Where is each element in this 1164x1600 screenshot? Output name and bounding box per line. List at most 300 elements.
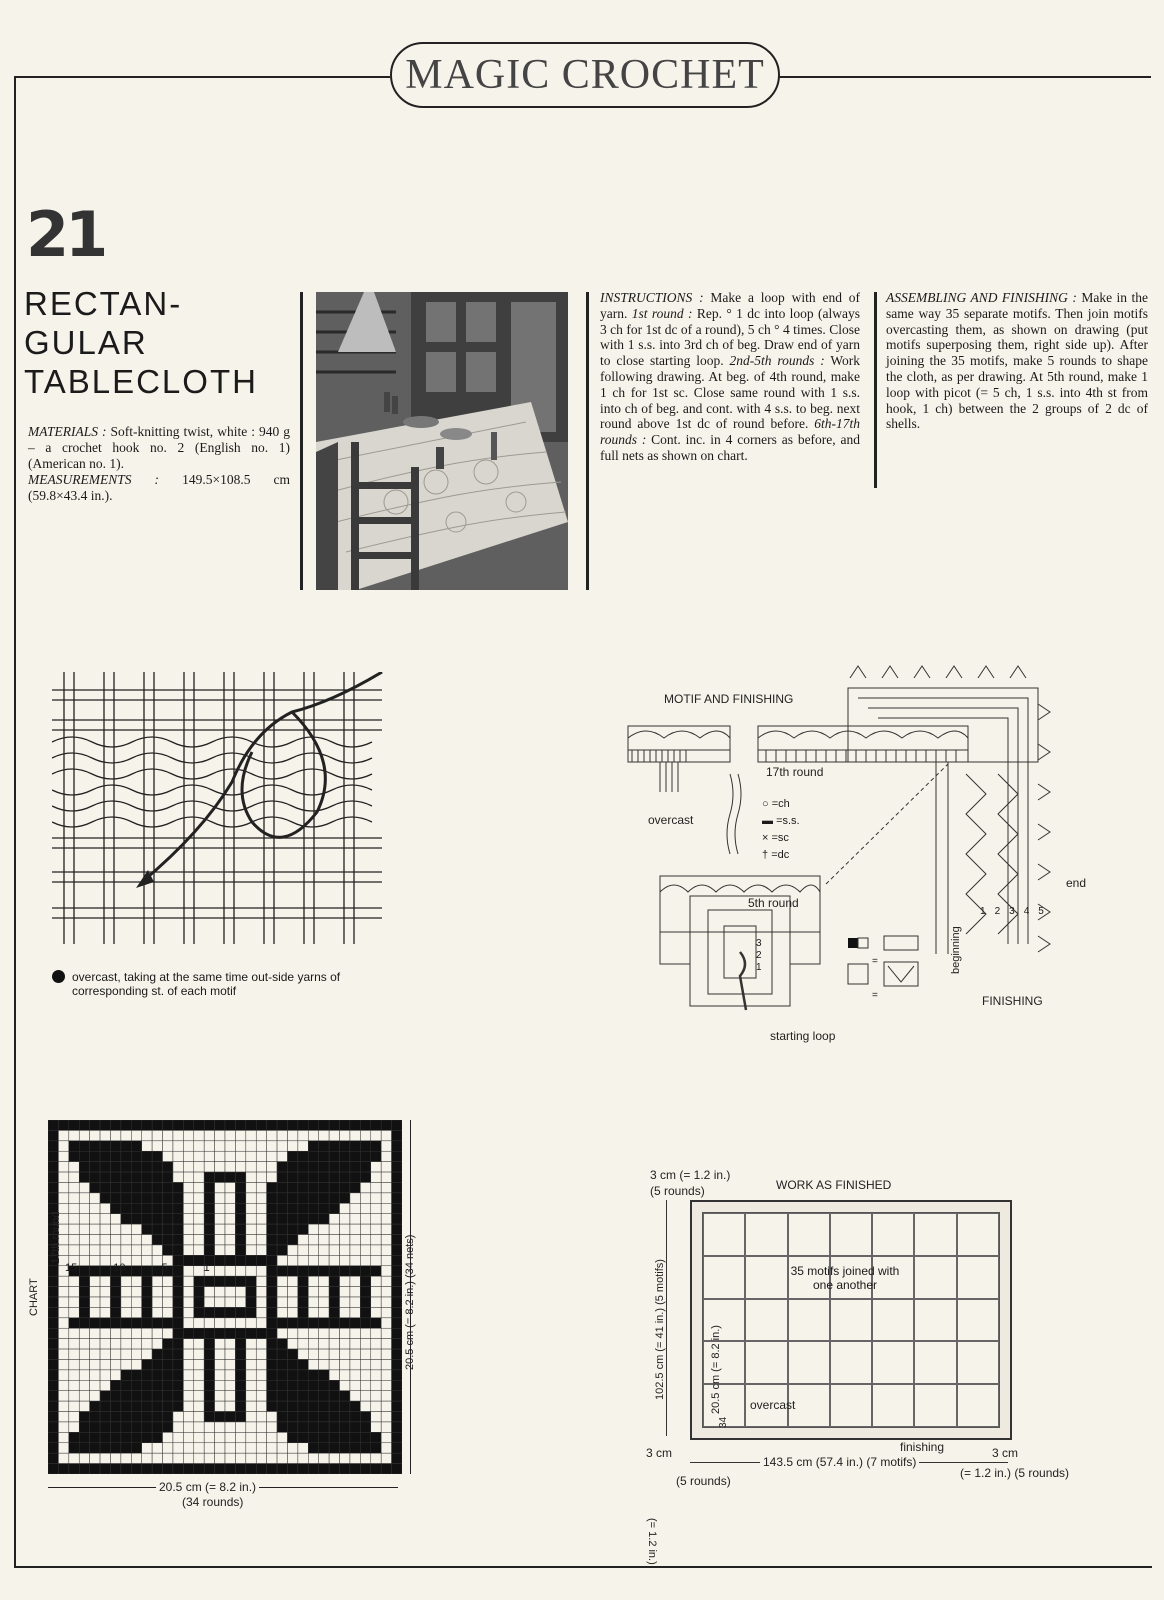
chart-cell-filled xyxy=(131,1380,141,1390)
chart-cell-open xyxy=(58,1453,68,1463)
chart-cell-filled xyxy=(110,1120,120,1130)
chart-cell-filled xyxy=(308,1141,318,1151)
chart-cell-open xyxy=(340,1214,350,1224)
chart-cell-open xyxy=(371,1224,381,1234)
chart-cell-filled xyxy=(110,1412,120,1422)
chart-cell-filled xyxy=(392,1307,402,1317)
chart-cell-open xyxy=(183,1422,193,1432)
chart-cell-filled xyxy=(215,1307,225,1317)
chart-cell-open xyxy=(90,1224,100,1234)
chart-cell-filled xyxy=(267,1276,277,1286)
chart-cell-open xyxy=(225,1432,235,1442)
chart-cell-open xyxy=(215,1245,225,1255)
chart-cell-filled xyxy=(110,1318,120,1328)
chart-cell-filled xyxy=(308,1380,318,1390)
chart-cell-open xyxy=(152,1130,162,1140)
chart-cell-filled xyxy=(100,1401,110,1411)
chart-cell-filled xyxy=(277,1339,287,1349)
chart-cell-filled xyxy=(48,1182,58,1192)
chart-cell-filled xyxy=(267,1193,277,1203)
chart-cell-open xyxy=(215,1297,225,1307)
chart-cell-filled xyxy=(152,1162,162,1172)
chart-cell-filled xyxy=(319,1172,329,1182)
chart-cell-open xyxy=(100,1359,110,1369)
chart-cell-open xyxy=(100,1453,110,1463)
chart-cell-filled xyxy=(319,1193,329,1203)
chart-cell-filled xyxy=(298,1359,308,1369)
chart-cell-filled xyxy=(215,1120,225,1130)
chart-cell-open xyxy=(225,1297,235,1307)
chart-cell-filled xyxy=(371,1432,381,1442)
chart-cell-open xyxy=(58,1276,68,1286)
chart-cell-open xyxy=(277,1130,287,1140)
chart-cell-filled xyxy=(48,1422,58,1432)
chart-cell-open xyxy=(298,1245,308,1255)
chart-cell-filled xyxy=(194,1276,204,1286)
chart-cell-open xyxy=(79,1182,89,1192)
chart-cell-open xyxy=(90,1453,100,1463)
chart-cell-filled xyxy=(392,1464,402,1474)
chart-cell-open xyxy=(319,1245,329,1255)
chart-cell-open xyxy=(371,1276,381,1286)
chart-cell-open xyxy=(163,1287,173,1297)
chart-cell-open xyxy=(371,1349,381,1359)
chart-cell-filled xyxy=(194,1120,204,1130)
chart-cell-open xyxy=(246,1412,256,1422)
chart-cell-filled xyxy=(194,1328,204,1338)
chart-cell-filled xyxy=(329,1193,339,1203)
chart-cell-open xyxy=(215,1235,225,1245)
chart-cell-open xyxy=(110,1359,120,1369)
legend-item xyxy=(762,796,800,813)
chart-cell-filled xyxy=(392,1370,402,1380)
chart-number: 5 xyxy=(161,1262,168,1274)
chart-cell-open xyxy=(204,1443,214,1453)
chart-cell-open xyxy=(340,1245,350,1255)
chart-cell-filled xyxy=(308,1318,318,1328)
chart-cell-filled xyxy=(90,1141,100,1151)
chart-cell-filled xyxy=(173,1401,183,1411)
chart-cell-open xyxy=(100,1307,110,1317)
chart-cell-open xyxy=(308,1255,318,1265)
chart-cell-filled xyxy=(287,1214,297,1224)
chart-cell-open xyxy=(58,1130,68,1140)
legend-symbol: ○ xyxy=(762,798,769,810)
chart-cell-open xyxy=(58,1432,68,1442)
motif-cell xyxy=(957,1299,999,1342)
chart-cell-open xyxy=(79,1401,89,1411)
chart-cell-filled xyxy=(173,1464,183,1474)
motif-cell xyxy=(957,1384,999,1427)
layout-bottom-left-rounds: (5 rounds) xyxy=(676,1474,731,1488)
layout-top-left: 3 cm (= 1.2 in.) xyxy=(650,1168,731,1182)
chart-cell-open xyxy=(319,1297,329,1307)
chart-cell-open xyxy=(246,1422,256,1432)
chart-cell-filled xyxy=(340,1412,350,1422)
chart-cell-open xyxy=(183,1193,193,1203)
chart-cell-filled xyxy=(360,1151,370,1161)
chart-cell-open xyxy=(319,1349,329,1359)
chart-cell-filled xyxy=(163,1318,173,1328)
chart-cell-open xyxy=(79,1203,89,1213)
chart-cell-filled xyxy=(235,1172,245,1182)
chart-cell-filled xyxy=(152,1182,162,1192)
chart-cell-open xyxy=(225,1359,235,1369)
chart-cell-filled xyxy=(340,1401,350,1411)
chart-cell-open xyxy=(90,1297,100,1307)
chart-cell-filled xyxy=(194,1307,204,1317)
frame-line xyxy=(14,76,390,78)
chart-cell-open xyxy=(371,1130,381,1140)
chart-cell-filled xyxy=(277,1235,287,1245)
round-label: 6th-17th rounds : xyxy=(600,416,860,448)
chart-cell-filled xyxy=(277,1182,287,1192)
motif-cell xyxy=(745,1299,787,1342)
chart-cell-open xyxy=(194,1443,204,1453)
motif-cell xyxy=(830,1341,872,1384)
chart-cell-open xyxy=(204,1297,214,1307)
chart-cell-open xyxy=(121,1359,131,1369)
chart-cell-filled xyxy=(298,1318,308,1328)
chart-cell-open xyxy=(371,1297,381,1307)
chart-cell-filled xyxy=(392,1453,402,1463)
chart-cell-filled xyxy=(110,1182,120,1192)
chart-cell-open xyxy=(173,1172,183,1182)
chart-cell-filled xyxy=(100,1422,110,1432)
chart-cell-filled xyxy=(100,1141,110,1151)
chart-cell-filled xyxy=(287,1224,297,1234)
column-rule xyxy=(300,292,303,590)
motif-cell xyxy=(745,1213,787,1256)
chart-cell-filled xyxy=(163,1412,173,1422)
chart-cell-open xyxy=(142,1235,152,1245)
chart-cell-open xyxy=(225,1214,235,1224)
chart-cell-open xyxy=(152,1276,162,1286)
chart-cell-open xyxy=(131,1224,141,1234)
chart-cell-open xyxy=(58,1443,68,1453)
chart-cell-open xyxy=(308,1349,318,1359)
chart-cell-filled xyxy=(204,1464,214,1474)
chart-cell-open xyxy=(183,1297,193,1307)
chart-cell-open xyxy=(142,1245,152,1255)
chart-cell-filled xyxy=(319,1120,329,1130)
chart-cell-open xyxy=(100,1245,110,1255)
chart-cell-filled xyxy=(173,1182,183,1192)
chart-cell-open xyxy=(183,1235,193,1245)
chart-cell-filled xyxy=(121,1422,131,1432)
chart-cell-filled xyxy=(110,1443,120,1453)
chart-cell-open xyxy=(225,1380,235,1390)
chart-cell-open xyxy=(183,1370,193,1380)
chart-cell-filled xyxy=(173,1307,183,1317)
chart-cell-open xyxy=(183,1339,193,1349)
chart-cell-filled xyxy=(308,1443,318,1453)
chart-cell-open xyxy=(69,1214,79,1224)
chart-cell-filled xyxy=(350,1422,360,1432)
instructions-part: Cont. inc. in 4 corners as before, and full nets as shown on chart. xyxy=(600,432,860,463)
chart-cell-open xyxy=(183,1245,193,1255)
chart-cell-filled xyxy=(173,1328,183,1338)
key-equals: = xyxy=(872,956,878,967)
chart-cell-filled xyxy=(298,1287,308,1297)
chart-cell-filled xyxy=(235,1276,245,1286)
chart-cell-open xyxy=(350,1245,360,1255)
chart-cell-open xyxy=(121,1235,131,1245)
chart-cell-filled xyxy=(121,1318,131,1328)
chart-cell-open xyxy=(340,1130,350,1140)
magazine-title-text: MAGIC CROCHET xyxy=(405,52,765,98)
chart-cell-filled xyxy=(79,1120,89,1130)
chart-cell-open xyxy=(183,1276,193,1286)
chart-cell-filled xyxy=(246,1255,256,1265)
chart-cell-open xyxy=(69,1328,79,1338)
chart-cell-open xyxy=(319,1130,329,1140)
chart-cell-filled xyxy=(287,1422,297,1432)
chart-cell-filled xyxy=(277,1359,287,1369)
chart-cell-filled xyxy=(100,1391,110,1401)
chart-cell-open xyxy=(79,1339,89,1349)
chart-cell-open xyxy=(267,1412,277,1422)
chart-cell-open xyxy=(131,1453,141,1463)
chart-cell-filled xyxy=(173,1370,183,1380)
chart-cell-filled xyxy=(152,1391,162,1401)
chart-cell-open xyxy=(319,1307,329,1317)
chart-cell-filled xyxy=(360,1162,370,1172)
chart-cell-filled xyxy=(163,1339,173,1349)
chart-cell-filled xyxy=(142,1422,152,1432)
chart-cell-open xyxy=(110,1224,120,1234)
chart-cell-open xyxy=(360,1235,370,1245)
motif-title: MOTIF AND FINISHING xyxy=(664,692,794,706)
chart-cell-filled xyxy=(90,1422,100,1432)
chart-cell-filled xyxy=(246,1276,256,1286)
chart-cell-open xyxy=(381,1432,391,1442)
chart-cell-filled xyxy=(308,1162,318,1172)
chart-cell-open xyxy=(256,1401,266,1411)
dimension-line xyxy=(666,1200,667,1436)
chart-cell-open xyxy=(360,1359,370,1369)
chart-cell-filled xyxy=(287,1432,297,1442)
layout-bottom-left-in: (= 1.2 in.) xyxy=(646,1518,658,1565)
chart-cell-open xyxy=(308,1276,318,1286)
chart-cell-open xyxy=(225,1339,235,1349)
round-label: 2nd-5th rounds : xyxy=(729,353,825,369)
round-number: 3 xyxy=(756,938,762,949)
chart-cell-open xyxy=(194,1412,204,1422)
chart-cell-filled xyxy=(329,1318,339,1328)
chart-cell-open xyxy=(256,1339,266,1349)
column-rule xyxy=(586,292,589,590)
chart-cell-open xyxy=(246,1318,256,1328)
chart-cell-filled xyxy=(340,1443,350,1453)
chart-cell-open xyxy=(350,1339,360,1349)
chart-cell-filled xyxy=(235,1255,245,1265)
chart-cell-filled xyxy=(173,1276,183,1286)
chart-cell-filled xyxy=(392,1412,402,1422)
chart-cell-filled xyxy=(392,1141,402,1151)
chart-cell-open xyxy=(69,1401,79,1411)
chart-cell-filled xyxy=(121,1193,131,1203)
chart-cell-open xyxy=(287,1328,297,1338)
chart-cell-filled xyxy=(90,1432,100,1442)
chart-cell-filled xyxy=(392,1172,402,1182)
chart-cell-open xyxy=(225,1162,235,1172)
chart-cell-filled xyxy=(100,1412,110,1422)
chart-cell-open xyxy=(350,1276,360,1286)
chart-cell-filled xyxy=(121,1443,131,1453)
chart-cell-open xyxy=(381,1193,391,1203)
chart-cell-open xyxy=(163,1297,173,1307)
chart-cell-open xyxy=(225,1193,235,1203)
chart-cell-open xyxy=(350,1224,360,1234)
chart-cell-filled xyxy=(340,1193,350,1203)
chart-cell-filled xyxy=(131,1120,141,1130)
chart-cell-open xyxy=(100,1203,110,1213)
chart-cell-filled xyxy=(319,1370,329,1380)
chart-cell-open xyxy=(371,1214,381,1224)
chart-cell-filled xyxy=(48,1370,58,1380)
chart-cell-filled xyxy=(287,1391,297,1401)
measurements-label: MEASUREMENTS : xyxy=(28,472,160,487)
chart-cell-filled xyxy=(110,1141,120,1151)
chart-cell-filled xyxy=(121,1141,131,1151)
chart-cell-open xyxy=(256,1443,266,1453)
chart-cell-open xyxy=(256,1359,266,1369)
chart-cell-open xyxy=(100,1235,110,1245)
chart-cell-filled xyxy=(392,1203,402,1213)
chart-cell-open xyxy=(340,1453,350,1463)
chart-cell-filled xyxy=(204,1214,214,1224)
chart-cell-filled xyxy=(392,1432,402,1442)
chart-cell-filled xyxy=(100,1318,110,1328)
chart-cell-filled xyxy=(340,1318,350,1328)
materials-label: MATERIALS : xyxy=(28,424,107,439)
overcast-label: overcast xyxy=(648,813,694,827)
chart-cell-filled xyxy=(48,1193,58,1203)
pattern-title xyxy=(24,284,294,401)
chart-cell-filled xyxy=(298,1266,308,1276)
chart-cell-open xyxy=(340,1255,350,1265)
chart-cell-filled xyxy=(267,1120,277,1130)
motif-cell xyxy=(830,1384,872,1427)
chart-cell-open xyxy=(152,1453,162,1463)
chart-cell-open xyxy=(225,1349,235,1359)
chart-cell-open xyxy=(350,1380,360,1390)
chart-cell-filled xyxy=(267,1307,277,1317)
chart-cell-filled xyxy=(163,1401,173,1411)
chart-cell-filled xyxy=(163,1422,173,1432)
chart-cell-filled xyxy=(267,1297,277,1307)
instructions-part: Make a loop with end of yarn. xyxy=(600,290,861,321)
chart-cell-open xyxy=(69,1235,79,1245)
chart-cell-open xyxy=(215,1287,225,1297)
chart-cell-filled xyxy=(215,1276,225,1286)
chart-cell-filled xyxy=(79,1141,89,1151)
chart-cell-filled xyxy=(329,1141,339,1151)
chart-cell-filled xyxy=(131,1162,141,1172)
chart-cell-filled xyxy=(235,1370,245,1380)
chart-cell-open xyxy=(360,1224,370,1234)
layout-height-total: 102.5 cm (= 41 in.) (5 motifs) xyxy=(654,1259,666,1400)
chart-cell-open xyxy=(287,1453,297,1463)
chart-cell-open xyxy=(360,1182,370,1192)
chart-cell-filled xyxy=(350,1120,360,1130)
chart-cell-filled xyxy=(204,1224,214,1234)
chart-cell-filled xyxy=(298,1162,308,1172)
chart-cell-filled xyxy=(287,1203,297,1213)
chart-cell-open xyxy=(100,1130,110,1140)
chart-cell-open xyxy=(183,1359,193,1369)
frame-line xyxy=(14,1566,1152,1568)
chart-cell-filled xyxy=(329,1151,339,1161)
chart-cell-filled xyxy=(235,1339,245,1349)
chart-cell-open xyxy=(142,1339,152,1349)
chart-cell-open xyxy=(350,1297,360,1307)
chart-cell-open xyxy=(256,1151,266,1161)
chart-cell-open xyxy=(152,1339,162,1349)
chart-cell-open xyxy=(381,1255,391,1265)
chart-cell-open xyxy=(69,1172,79,1182)
chart-cell-open xyxy=(69,1349,79,1359)
chart-cell-open xyxy=(69,1380,79,1390)
chart-cell-open xyxy=(90,1214,100,1224)
chart-cell-filled xyxy=(392,1214,402,1224)
chart-cell-filled xyxy=(173,1245,183,1255)
chart-cell-filled xyxy=(215,1464,225,1474)
chart-cell-filled xyxy=(69,1443,79,1453)
chart-cell-filled xyxy=(246,1287,256,1297)
chart-cell-filled xyxy=(319,1151,329,1161)
assembling-label: ASSEMBLING AND FINISHING : xyxy=(886,290,1077,305)
chart-cell-open xyxy=(381,1318,391,1328)
motif-cell xyxy=(703,1256,745,1299)
chart-cell-open xyxy=(360,1130,370,1140)
chart-cell-filled xyxy=(392,1224,402,1234)
chart-cell-open xyxy=(277,1432,287,1442)
layout-motif-count: 34 xyxy=(718,1416,729,1428)
chart-cell-filled xyxy=(48,1151,58,1161)
starting-loop-label: starting loop xyxy=(770,1029,836,1043)
motif-cell xyxy=(872,1384,914,1427)
chart-cell-filled xyxy=(79,1432,89,1442)
chart-cell-filled xyxy=(152,1120,162,1130)
chart-cell-open xyxy=(381,1422,391,1432)
chart-cell-open xyxy=(308,1130,318,1140)
chart-cell-open xyxy=(350,1214,360,1224)
chart-cell-filled xyxy=(298,1297,308,1307)
chart-cell-filled xyxy=(142,1182,152,1192)
chart-cell-open xyxy=(340,1276,350,1286)
chart-cell-filled xyxy=(329,1422,339,1432)
chart-cell-filled xyxy=(392,1380,402,1390)
chart-cell-open xyxy=(58,1307,68,1317)
chart-cell-open xyxy=(131,1328,141,1338)
chart-cell-open xyxy=(183,1401,193,1411)
chart-cell-open xyxy=(319,1224,329,1234)
chart-cell-open xyxy=(329,1130,339,1140)
chart-cell-open xyxy=(152,1287,162,1297)
chart-cell-open xyxy=(110,1214,120,1224)
chart-cell-open xyxy=(69,1224,79,1234)
chart-cell-filled xyxy=(110,1193,120,1203)
legend-label: =sc xyxy=(771,832,789,844)
chart-cell-filled xyxy=(319,1214,329,1224)
motif-diagram xyxy=(626,664,1066,1040)
chart-cell-open xyxy=(131,1245,141,1255)
chart-cell-filled xyxy=(215,1255,225,1265)
chart-cell-filled xyxy=(319,1464,329,1474)
chart-cell-open xyxy=(183,1412,193,1422)
